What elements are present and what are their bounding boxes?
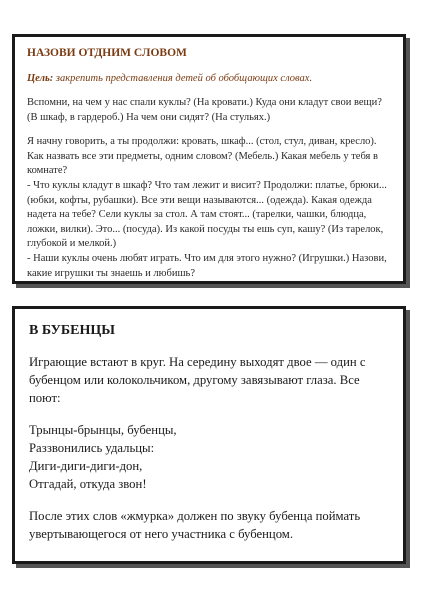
game-intro: Играющие встают в круг. На середину выходят двое — один с бубенцом или колокольчиком, другому завязывают глаза. Все поют: — [29, 355, 366, 405]
game-goal — [27, 73, 391, 84]
verse-line: Диги-диги-диги-дон, — [29, 459, 143, 473]
game-paragraph-2: Я начну говорить, а ты продолжи: кровать, шкаф... (стол, стул, диван, кресло). Как назвать все эти предметы, одним словом? (Мебель.) Какая мебель у тебя в комнате? - Что куклы кладут в шкаф? Что там лежит и висит? Продолжи: платье, брюки... (юбки, кофты, рубашки). Все эти вещи называются... (одежда). Какая одежда надета на тебе? Сели куклы за стол. А там стоят... (тарелки, чашки, блюдца, ложки, вилки). Это... (посуда). Из какой посуды ты ешь суп, кашу? (Из тарелок, глубокой и мелкой.) - Наши куклы очень любят играть. Что им для этого нужно? (Игрушки.) Назови, какие игрушки ты знаешь и любишь? — [27, 136, 387, 279]
verse-line: Раззвонились удальцы: — [29, 441, 155, 455]
verse-line: Отгадай, откуда звон! — [29, 477, 147, 491]
game-title: В БУБЕНЦЫ — [29, 323, 115, 338]
game-outro: После этих слов «жмурка» должен по звуку бубенца поймать увертывающегося от него участника с бубенцом. — [29, 509, 361, 541]
game-card-name-in-one-word — [12, 34, 406, 284]
goal-text: закрепить представления детей об обобщающих словах. — [53, 73, 313, 84]
game-title: НАЗОВИ ОТДНИМ СЛОВОМ — [27, 47, 187, 59]
game-card-bells — [12, 306, 406, 564]
verse-line: Трынцы-брынцы, бубенцы, — [29, 423, 177, 437]
game-verse — [29, 421, 389, 493]
game-paragraph-1: Вспомни, на чем у нас спали куклы? (На кровати.) Куда они кладут свои вещи? (В шкаф, в гардероб.) На чем они сидят? (На стульях.) — [27, 97, 382, 123]
goal-label: Цель: — [27, 73, 54, 84]
